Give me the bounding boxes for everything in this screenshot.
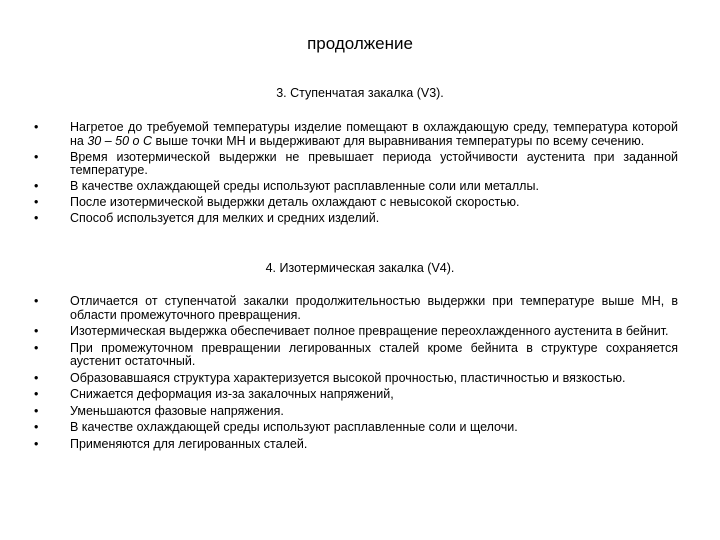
list-item: • Снижается деформация из-за закалочных напряжений, (34, 388, 678, 402)
temperature-unit: о С (129, 133, 152, 148)
isothermal-quench-list (34, 295, 678, 454)
item-text: выше точки МН и выдерживают для выравнивания температуры по всему сечению. (151, 133, 645, 148)
list-item (34, 121, 678, 148)
step-quench-list (34, 121, 678, 228)
list-item: • Способ используется для мелких и средних изделий. (34, 212, 678, 226)
list-item: • Образовавшаяся структура характеризуется высокой прочностью, пластичностью и вязкостью. (34, 372, 678, 386)
list-item: • Применяются для легированных сталей. (34, 438, 678, 452)
list-item: • Время изотермической выдержки не превышает периода устойчивости аустенита при заданной температуре. (34, 151, 678, 178)
list-item: • Изотермическая выдержка обеспечивает полное превращение переохлажденного аустенита в бейнит. (34, 325, 678, 339)
temperature-range: 30 – 50 (87, 133, 130, 148)
list-item: • Отличается от ступенчатой закалки продолжительностью выдержки при температуре выше МН, в области промежуточного превращения. (34, 295, 678, 322)
page-title: продолжение (307, 34, 413, 53)
list-item: • При промежуточном превращении легированных сталей кроме бейнита в структуре сохраняется аустенит остаточный. (34, 342, 678, 369)
section-heading-step-quench: 3. Ступенчатая закалка (V3). (276, 86, 444, 100)
section-heading-isothermal-quench: 4. Изотермическая закалка (V4). (265, 261, 455, 275)
list-item: • Уменьшаются фазовые напряжения. (34, 405, 678, 419)
item-text: Нагретое до требуемой температуры изделие помещают в охлаждающую среду, температура которой на (70, 120, 678, 148)
list-item: • В качестве охлаждающей среды используют расплавленные соли или металлы. (34, 180, 678, 194)
list-item: • В качестве охлаждающей среды используют расплавленные соли и щелочи. (34, 421, 678, 435)
list-item: • После изотермической выдержки деталь охлаждают с невысокой скоростью. (34, 196, 678, 210)
